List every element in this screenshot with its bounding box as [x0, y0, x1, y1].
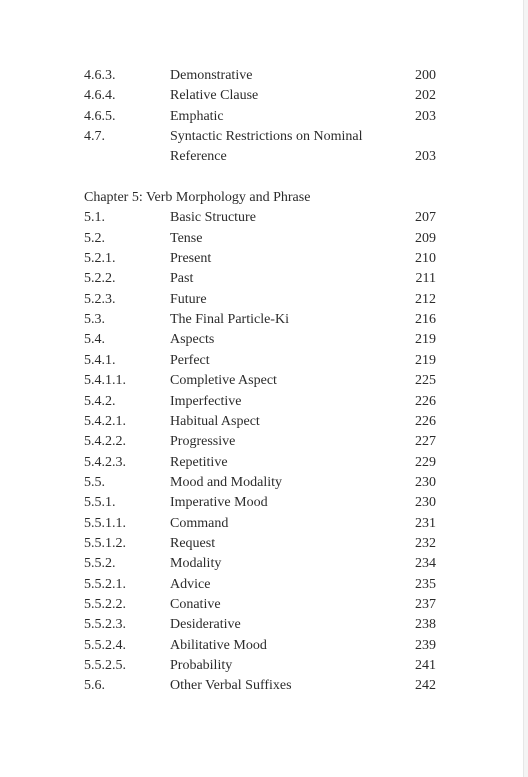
toc-entry — [84, 269, 440, 289]
entry-title: Mood and Modality — [170, 474, 282, 490]
toc-entry — [84, 676, 440, 696]
entry-number: 5.5.2.4. — [84, 637, 126, 653]
entry-page: 242 — [415, 678, 436, 694]
entry-title: Reference — [170, 149, 227, 165]
entry-title: Perfect — [170, 352, 210, 368]
entry-number: 5.4.2.1. — [84, 413, 126, 429]
toc-entry — [84, 147, 440, 167]
entry-title: Command — [170, 515, 229, 531]
toc-entry — [84, 371, 440, 391]
entry-title: Request — [170, 535, 216, 551]
toc-entry — [84, 330, 440, 350]
entry-title: Progressive — [170, 434, 236, 450]
toc-entry — [84, 514, 440, 534]
entry-page: 234 — [415, 556, 436, 572]
entry-page: 226 — [415, 413, 436, 429]
entry-number: 5.5.2. — [84, 556, 116, 572]
entry-title: Present — [170, 251, 212, 267]
entry-number: 5.5.2.2. — [84, 596, 126, 612]
toc-entry — [84, 636, 440, 656]
chapter-heading: Chapter 5: Verb Morphology and Phrase — [84, 190, 311, 206]
entry-page: 227 — [415, 434, 436, 450]
toc-section-chapter-4 — [84, 66, 440, 168]
entry-title: Aspects — [170, 332, 215, 348]
entry-title: Abilitative Mood — [170, 637, 267, 653]
entry-title: Completive Aspect — [170, 373, 277, 389]
toc-entry — [84, 310, 440, 330]
toc-entry — [84, 107, 440, 127]
entry-title: Imperfective — [170, 393, 242, 409]
entry-number: 5.2.3. — [84, 291, 116, 307]
entry-title: Demonstrative — [170, 68, 253, 83]
toc-entry — [84, 575, 440, 595]
entry-number: 5.2.1. — [84, 251, 116, 267]
entry-title: Imperative Mood — [170, 495, 268, 511]
entry-page: 216 — [415, 312, 436, 328]
entry-number: 5.4.2.2. — [84, 434, 126, 450]
entry-number: 5.5.2.3. — [84, 617, 126, 633]
toc-entry — [84, 595, 440, 615]
entry-title: Relative Clause — [170, 88, 259, 104]
entry-page: 231 — [415, 515, 436, 531]
entry-page: 225 — [415, 373, 436, 389]
entry-number: 5.4.1. — [84, 352, 116, 368]
entry-page: 211 — [415, 271, 436, 287]
entry-number: 5.3. — [84, 312, 105, 328]
toc-entry — [84, 534, 440, 554]
toc-entry — [84, 656, 440, 676]
entry-page: 238 — [415, 617, 436, 633]
entry-page: 202 — [415, 88, 436, 104]
toc-entry — [84, 432, 440, 452]
entry-page: 207 — [415, 210, 436, 226]
entry-number: 4.6.3. — [84, 68, 116, 83]
toc-entry — [84, 249, 440, 269]
toc-entry — [84, 127, 440, 147]
toc-entry — [84, 229, 440, 249]
entry-number: 5.2. — [84, 230, 105, 246]
entry-page: 212 — [415, 291, 436, 307]
entry-number: 5.5. — [84, 474, 105, 490]
toc-entry — [84, 208, 440, 228]
entry-number: 5.4.2.3. — [84, 454, 126, 470]
entry-page: 219 — [415, 352, 436, 368]
entry-title: Advice — [170, 576, 211, 592]
entry-number: 5.5.1.2. — [84, 535, 126, 551]
entry-title: Future — [170, 291, 207, 307]
entry-page: 219 — [415, 332, 436, 348]
entry-page: 210 — [415, 251, 436, 267]
toc-entry — [84, 493, 440, 513]
toc-section-chapter-5 — [84, 208, 440, 696]
entry-number: 5.5.2.1. — [84, 576, 126, 592]
entry-number: 5.5.1.1. — [84, 515, 126, 531]
entry-title: Syntactic Restrictions on Nominal — [170, 129, 363, 145]
entry-number: 4.6.5. — [84, 108, 116, 124]
table-of-contents — [84, 66, 440, 697]
entry-number: 5.4. — [84, 332, 105, 348]
entry-title: Basic Structure — [170, 210, 256, 226]
toc-entry — [84, 412, 440, 432]
toc-entry — [84, 473, 440, 493]
entry-number: 4.6.4. — [84, 88, 116, 104]
entry-title: Emphatic — [170, 108, 224, 124]
toc-entry — [84, 290, 440, 310]
entry-page: 239 — [415, 637, 436, 653]
entry-title: Tense — [170, 230, 203, 246]
entry-page: 209 — [415, 230, 436, 246]
entry-number: 5.4.1.1. — [84, 373, 126, 389]
entry-number: 4.7. — [84, 129, 105, 145]
entry-number: 5.6. — [84, 678, 105, 694]
entry-page: 203 — [415, 149, 436, 165]
toc-entry — [84, 86, 440, 106]
entry-page: 203 — [415, 108, 436, 124]
toc-entry — [84, 554, 440, 574]
entry-page: 241 — [415, 657, 436, 673]
toc-entry — [84, 66, 440, 86]
entry-title: Repetitive — [170, 454, 228, 470]
toc-entry — [84, 351, 440, 371]
entry-number: 5.1. — [84, 210, 105, 226]
entry-page: 232 — [415, 535, 436, 551]
entry-title: Other Verbal Suffixes — [170, 678, 292, 694]
entry-page: 237 — [415, 596, 436, 612]
entry-page: 235 — [415, 576, 436, 592]
entry-page: 200 — [415, 68, 436, 83]
entry-page: 230 — [415, 495, 436, 511]
toc-entry — [84, 453, 440, 473]
entry-number: 5.5.1. — [84, 495, 116, 511]
entry-title: Habitual Aspect — [170, 413, 260, 429]
entry-title: Conative — [170, 596, 221, 612]
page-edge — [523, 0, 528, 777]
entry-page: 229 — [415, 454, 436, 470]
entry-title: Desiderative — [170, 617, 241, 633]
entry-number: 5.5.2.5. — [84, 657, 126, 673]
entry-title: The Final Particle-Ki — [170, 312, 289, 328]
toc-entry — [84, 392, 440, 412]
entry-title: Modality — [170, 556, 222, 572]
entry-title: Probability — [170, 657, 233, 673]
entry-page: 226 — [415, 393, 436, 409]
toc-entry — [84, 615, 440, 635]
entry-title: Past — [170, 271, 194, 287]
entry-page: 230 — [415, 474, 436, 490]
entry-number: 5.4.2. — [84, 393, 116, 409]
entry-number: 5.2.2. — [84, 271, 116, 287]
section-gap — [84, 168, 440, 188]
